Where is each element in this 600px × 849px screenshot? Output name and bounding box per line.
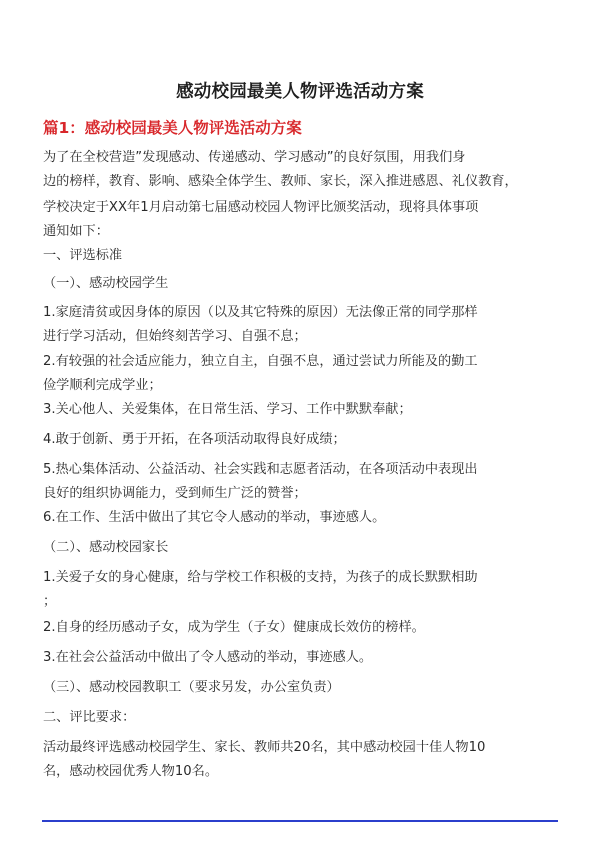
document-title: 感动校园最美人物评选活动方案 <box>176 82 424 102</box>
criteria-item-student-6: 6.在工作、生活中做出了其它令人感动的举动，事迹感人。 <box>43 510 386 525</box>
criteria-item-student-5: 5.热心集体活动、公益活动、社会实践和志愿者活动，在各项活动中表现出 良好的组织协调能力，受到师生广泛的赞誉； <box>43 462 478 501</box>
subsection-heading-staff: （三）、感动校园教职工（要求另发，办公室负责） <box>43 680 340 695</box>
criteria-item-student-1: 1.家庭清贫或因身体的原因（以及其它特殊的原因）无法像正常的同学那样 进行学习活动，但始终刻苦学习、自强不息； <box>43 305 478 344</box>
subsection-heading-parents: （二）、感动校园家长 <box>43 540 169 555</box>
section-heading-criteria: 一、评选标准 <box>43 248 123 263</box>
footer-divider <box>42 820 558 822</box>
criteria-item-student-3: 3.关心他人、关爱集体，在日常生活、学习、工作中默默奉献； <box>43 402 412 417</box>
criteria-item-parent-3: 3.在社会公益活动中做出了令人感动的举动，事迹感人。 <box>43 650 373 665</box>
criteria-item-parent-2: 2.自身的经历感动子女，成为学生（子女）健康成长效仿的榜样。 <box>43 620 425 635</box>
subsection-heading-students: （一）、感动校园学生 <box>43 276 169 291</box>
document-subtitle: 篇1：感动校园最美人物评选活动方案 <box>43 119 302 137</box>
criteria-item-parent-1: 1.关爱子女的身心健康，给与学校工作积极的支持，为孩子的成长默默相助 ； <box>43 570 478 609</box>
criteria-item-student-4: 4.敢于创新、勇于开拓，在各项活动取得良好成绩； <box>43 432 346 447</box>
paragraph-notice: 学校决定于XX年1月启动第七届感动校园人物评比颁奖活动，现将具体事项 通知如下： <box>43 200 479 239</box>
criteria-item-student-2: 2.有较强的社会适应能力，独立自主，自强不息，通过尝试力所能及的勤工 俭学顺利完成学业； <box>43 354 478 393</box>
paragraph-requirements: 活动最终评选感动校园学生、家长、教师共20名，其中感动校园十佳人物10 名，感动校园优秀人物10名。 <box>43 740 486 779</box>
section-heading-requirements: 二、评比要求： <box>43 710 136 725</box>
paragraph-intro: 为了在全校营造”发现感动、传递感动、学习感动”的良好氛围，用我们身 边的榜样，教育、影响、感染全体学生、教师、家长，深入推进感恩、礼仪教育， <box>43 150 518 189</box>
